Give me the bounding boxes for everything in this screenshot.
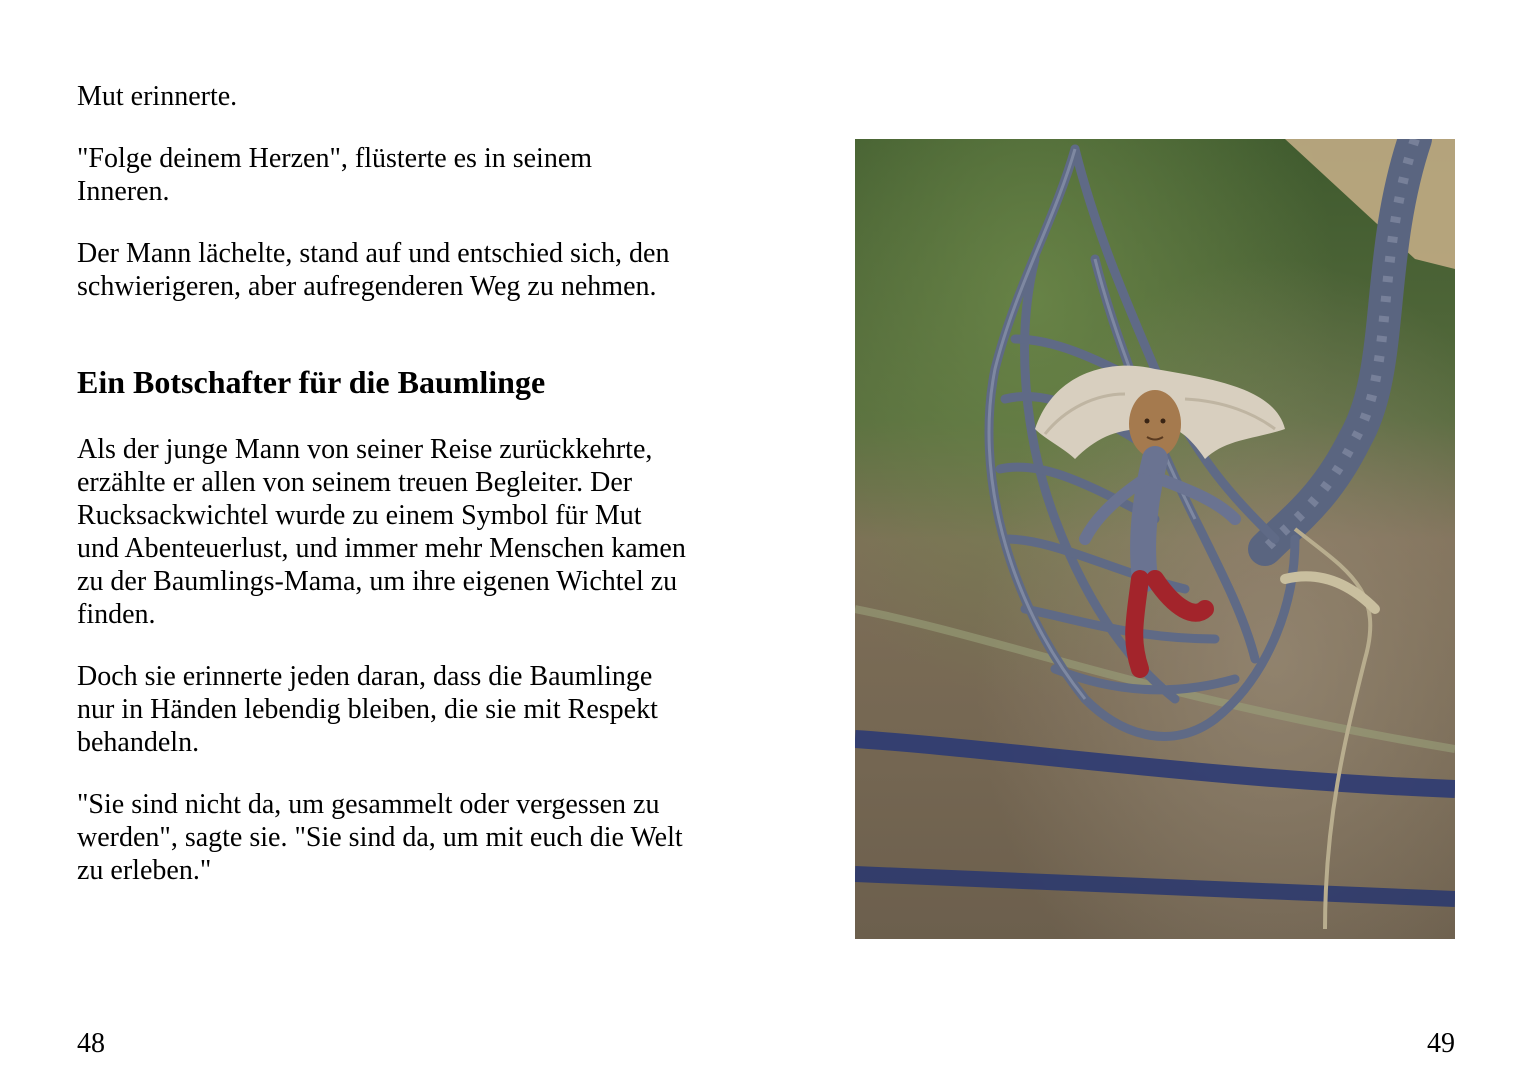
left-text-column (77, 80, 687, 916)
paragraph-2: "Folge deinem Herzen", flüsterte es in seinem Inneren. (77, 143, 593, 207)
paragraph-6: "Sie sind nicht da, um gesammelt oder vergessen zu werden", sagte sie. "Sie sind da, um mit euch die Welt zu erleben." (77, 789, 683, 886)
photo-hammock-doll (855, 139, 1455, 939)
photo-illustration (855, 139, 1455, 939)
right-page (767, 0, 1534, 1086)
page-number-right: 49 (1427, 1028, 1455, 1059)
paragraph-1: Mut erinnerte. (77, 81, 238, 112)
section-heading: Ein Botschafter für die Baumlinge (77, 364, 546, 400)
page-number-left: 48 (77, 1028, 105, 1059)
paragraph-5: Doch sie erinnerte jeden daran, dass die Baumlinge nur in Händen lebendig bleiben, die sie mit Respekt behandeln. (77, 661, 658, 758)
paragraph-3: Der Mann lächelte, stand auf und entschied sich, den schwierigeren, aber aufregenderen Weg zu nehmen. (77, 238, 670, 302)
paragraph-4: Als der junge Mann von seiner Reise zurückkehrte, erzählte er allen von seinem treuen Begleiter. Der Rucksackwichtel wurde zu einem Symbol für Mut und Abenteuerlust, und immer mehr Menschen kamen zu der Baumlings-Mama, um ihre eigenen Wichtel zu finden. (77, 434, 686, 630)
